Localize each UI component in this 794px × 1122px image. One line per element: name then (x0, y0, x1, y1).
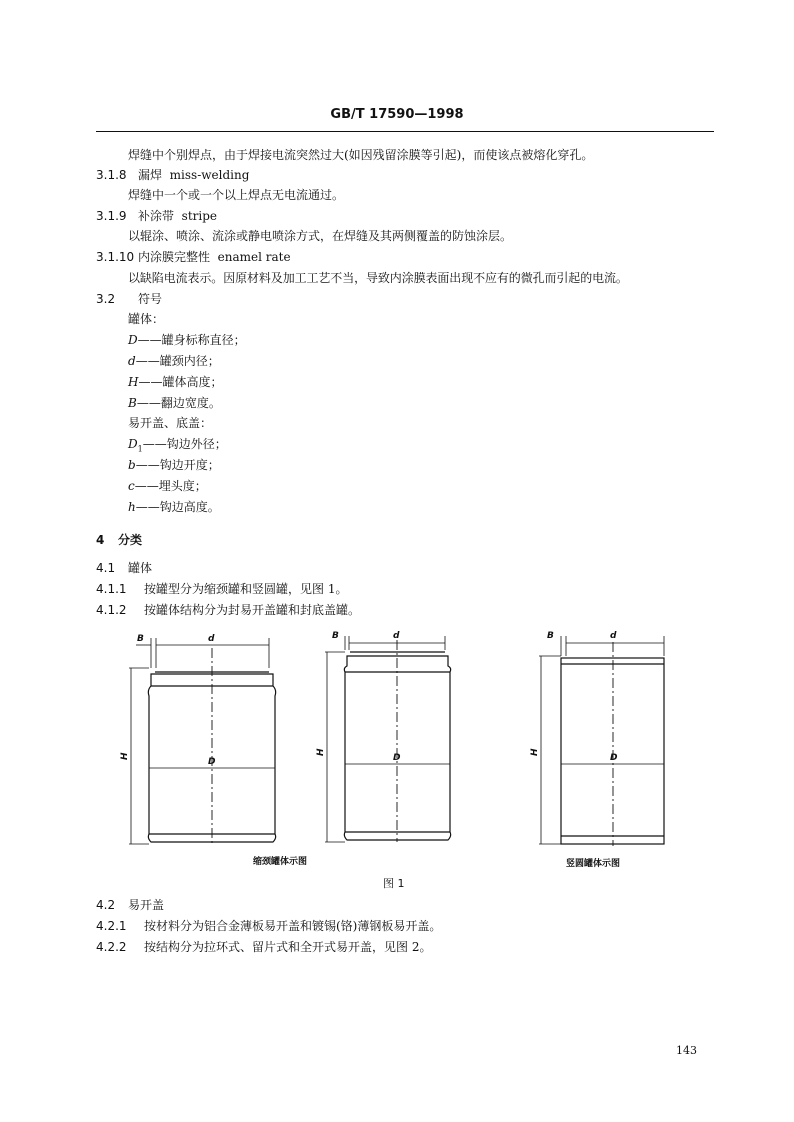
dim-label-H: H (316, 748, 326, 756)
clause-number: 4.1.2 (96, 603, 127, 617)
symbol: D (128, 437, 138, 451)
dim-label-H: H (530, 748, 540, 756)
symbol-H (128, 374, 222, 390)
clause-number: 4.1.1 (96, 582, 127, 596)
caption-necked-can: 缩颈罐体示图 (253, 857, 308, 867)
symbol-d (128, 353, 220, 369)
symbol: h (128, 500, 136, 514)
symbol-D (128, 332, 246, 348)
symbol-h (128, 499, 220, 515)
clause-4-1-2 (96, 602, 360, 618)
dim-label-d: d (208, 634, 215, 644)
clause-english: enamel rate (217, 250, 291, 264)
section-title: 分类 (118, 533, 143, 547)
clause-3-1-9 (96, 208, 217, 224)
dim-label-H: H (120, 752, 130, 760)
clause-number: 4.1 (96, 561, 116, 575)
clause-3-1-8 (96, 167, 249, 183)
symbol-text: ——罐身标称直径； (137, 333, 246, 347)
symbol: H (128, 375, 139, 389)
text-line: 以缺陷电流表示。因原材料及加工工艺不当，导致内涂膜表面出现不应有的微孔而引起的电流。 (128, 271, 628, 285)
symbol: B (128, 396, 137, 410)
dim-label-D: D (610, 753, 618, 763)
caption-straight-can: 竖圆罐体示图 (566, 859, 621, 869)
figure-title: 图 1 (383, 877, 405, 890)
clause-4-1-1 (96, 581, 347, 597)
clause-title: 罐体 (128, 561, 153, 575)
figure-1-can-diagrams (0, 620, 794, 900)
dim-label-B: B (137, 634, 144, 644)
clause-title: 漏焊 (138, 168, 163, 182)
clause-english: stripe (181, 209, 217, 223)
symbol: c (128, 479, 135, 493)
symbol-text: ——罐颈内径； (135, 354, 220, 368)
clause-number: 4.2 (96, 898, 116, 912)
page-number: 143 (676, 1044, 697, 1057)
text-line: 以辊涂、喷涂、流涂或静电喷涂方式，在焊缝及其两侧覆盖的防蚀涂层。 (128, 229, 513, 243)
symbol-text: ——钩边外径； (142, 437, 227, 451)
clause-english: miss-welding (169, 168, 250, 182)
symbol-text: ——钩边高度。 (135, 500, 220, 514)
symbol-B (128, 395, 221, 411)
clause-4-1 (96, 560, 152, 576)
symbol: b (128, 458, 136, 472)
text-line: 焊缝中一个或一个以上焊点无电流通过。 (128, 188, 345, 202)
clause-text: 按材料分为铝合金薄板易开盖和镀锡(铬)薄钢板易开盖。 (144, 919, 442, 933)
clause-title: 符号 (138, 292, 163, 306)
section-number: 4 (96, 533, 105, 547)
symbol-b (128, 457, 220, 473)
dim-label-d: d (610, 631, 617, 641)
symbol-subscript: 1 (137, 444, 143, 454)
clause-4-2-2 (96, 939, 431, 955)
dim-label-B: B (332, 631, 339, 641)
clause-title: 易开盖 (128, 898, 165, 912)
clause-number: 3.1.8 (96, 168, 127, 182)
straight-can-drawing (539, 636, 664, 846)
document-header-code: GB/T 17590—1998 (330, 107, 464, 122)
text-line: 焊缝中个别焊点，由于焊接电流突然过大(如因残留涂膜等引起)，而使该点被熔化穿孔。 (128, 148, 594, 162)
clause-title: 补涂带 (138, 209, 175, 223)
symbol-text: ——埋头度； (134, 479, 207, 493)
symbol-c (128, 478, 207, 494)
symbol-text: ——罐体高度； (138, 375, 223, 389)
clause-number: 3.1.9 (96, 209, 127, 223)
clause-3-2 (96, 291, 162, 307)
section-4 (96, 532, 142, 548)
dim-label-B: B (547, 631, 554, 641)
symbol-group-title: 罐体： (128, 312, 165, 326)
clause-3-1-10 (96, 249, 291, 265)
symbol-text: ——钩边开度； (135, 458, 220, 472)
clause-number: 4.2.1 (96, 919, 127, 933)
dim-label-D: D (393, 753, 401, 763)
symbol-group-title: 易开盖、底盖： (128, 416, 213, 430)
header-rule (96, 131, 714, 132)
clause-title: 内涂膜完整性 (138, 250, 211, 264)
dim-label-D: D (208, 757, 216, 767)
clause-number: 4.2.2 (96, 940, 127, 954)
symbol-text: ——翻边宽度。 (136, 396, 221, 410)
dim-label-d: d (393, 631, 400, 641)
symbol-D1 (128, 436, 227, 457)
clause-text: 按罐体结构分为封易开盖罐和封底盖罐。 (144, 603, 361, 617)
clause-number: 3.2 (96, 292, 116, 306)
symbol: D (128, 333, 138, 347)
clause-4-2-1 (96, 918, 441, 934)
clause-4-2 (96, 897, 164, 913)
symbol: d (128, 354, 136, 368)
clause-text: 按罐型分为缩颈罐和竖圆罐，见图 1。 (144, 582, 348, 596)
necked-can-drawing (129, 638, 276, 845)
clause-number: 3.1.10 (96, 250, 135, 264)
straight-necked-can-drawing (325, 636, 451, 842)
clause-text: 按结构分为拉环式、留片式和全开式易开盖，见图 2。 (144, 940, 432, 954)
